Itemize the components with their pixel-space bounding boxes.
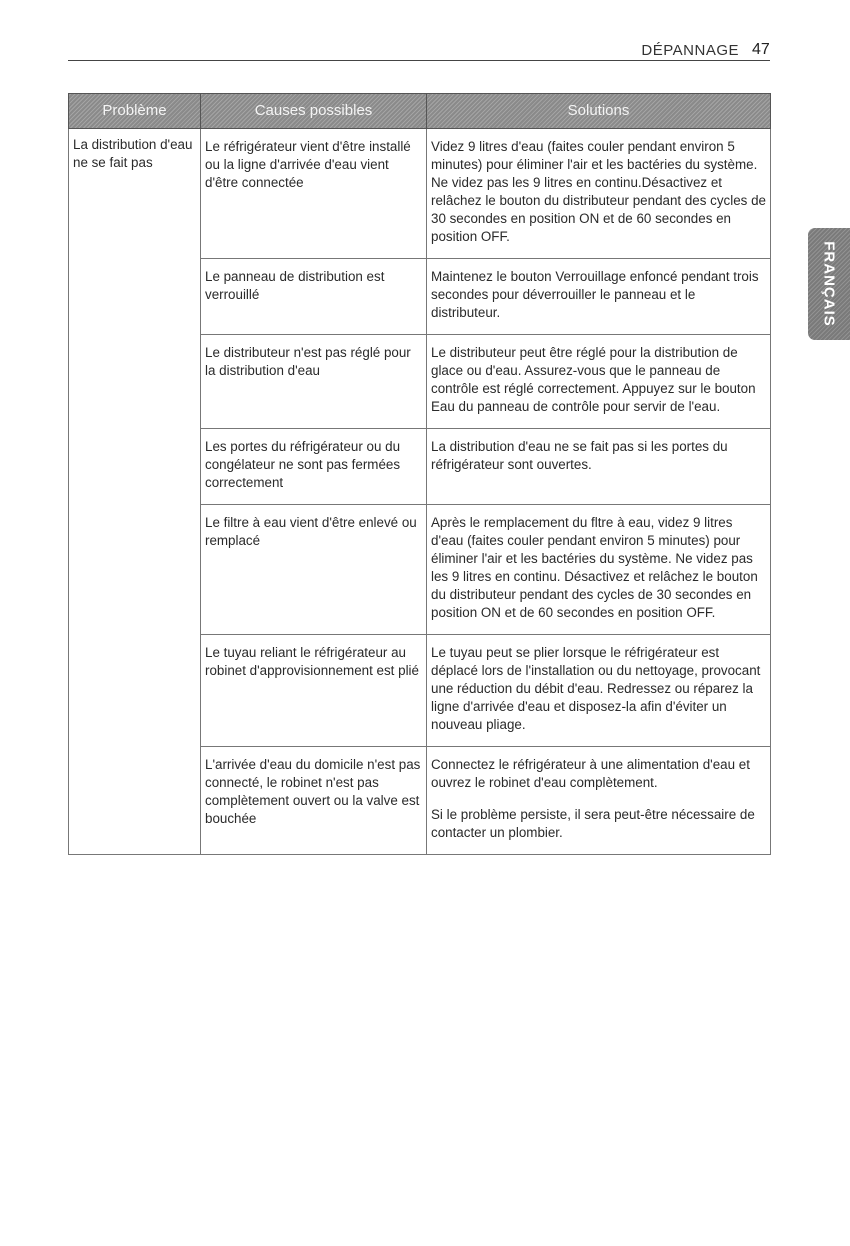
page-number: 47: [752, 41, 770, 58]
cause-cell: Les portes du réfrigérateur ou du congélateur ne sont pas fermées correctement: [201, 429, 427, 505]
cause-cell: Le réfrigérateur vient d'être installé ou la ligne d'arrivée d'eau vient d'être connectée: [201, 129, 427, 259]
cause-cell: Le distributeur n'est pas réglé pour la distribution d'eau: [201, 335, 427, 429]
header-rule: [68, 60, 770, 61]
section-title: DÉPANNAGE: [641, 42, 739, 59]
troubleshooting-table: [68, 93, 771, 855]
cause-cell: L'arrivée d'eau du domicile n'est pas connecté, le robinet n'est pas complètement ouvert ou la valve est bouchée: [201, 747, 427, 855]
language-tab-label: FRANÇAIS: [820, 241, 838, 327]
table-row: [69, 129, 771, 259]
solution-note: Si le problème persiste, il sera peut-être nécessaire de contacter un plombier.: [431, 807, 755, 840]
solution-cell: Le distributeur peut être réglé pour la distribution de glace ou d'eau. Assurez-vous que le panneau de contrôle est réglé correctement. Appuyez sur le bouton Eau du panneau de contrôle pour servir de l'eau.: [427, 335, 771, 429]
solution-cell: Après le remplacement du fltre à eau, videz 9 litres d'eau (faites couler pendant environ 5 minutes) pour éliminer l'air et les bactéries du système. Ne videz pas les 9 litres en continu. Désactivez et relâchez le bouton du distributeur pendant des cycles de 30 secondes en position ON et de 60 secondes en position OFF.: [427, 505, 771, 635]
cause-cell: Le tuyau reliant le réfrigérateur au robinet d'approvisionnement est plié: [201, 635, 427, 747]
solution-cell: Videz 9 litres d'eau (faites couler pendant environ 5 minutes) pour éliminer l'air et les bactéries du système. Ne videz pas les 9 litres en continu.Désactivez et relâchez le bouton du distributeur pendant des cycles de 30 secondes en position ON et de 60 secondes en position OFF.: [427, 129, 771, 259]
table-header-row: [69, 94, 771, 129]
column-header-causes: Causes possibles: [201, 94, 427, 129]
language-tab: [808, 228, 850, 340]
cause-cell: Le filtre à eau vient d'être enlevé ou remplacé: [201, 505, 427, 635]
solution-text: Connectez le réfrigérateur à une alimentation d'eau et ouvrez le robinet d'eau complètement.: [431, 757, 750, 790]
column-header-problem: Problème: [69, 94, 201, 129]
solution-cell: Maintenez le bouton Verrouillage enfoncé pendant trois secondes pour déverrouiller le panneau et le distributeur.: [427, 259, 771, 335]
problem-cell: La distribution d'eau ne se fait pas: [69, 129, 201, 855]
cause-cell: Le panneau de distribution est verrouillé: [201, 259, 427, 335]
solution-cell: [427, 747, 771, 855]
solution-cell: La distribution d'eau ne se fait pas si les portes du réfrigérateur sont ouvertes.: [427, 429, 771, 505]
solution-cell: Le tuyau peut se plier lorsque le réfrigérateur est déplacé lors de l'installation ou du nettoyage, provocant une réduction du débit d'eau. Redressez ou réparez la ligne d'arrivée d'eau et disposez-la afin d'éviter un nouveau pliage.: [427, 635, 771, 747]
column-header-solutions: Solutions: [427, 94, 771, 129]
